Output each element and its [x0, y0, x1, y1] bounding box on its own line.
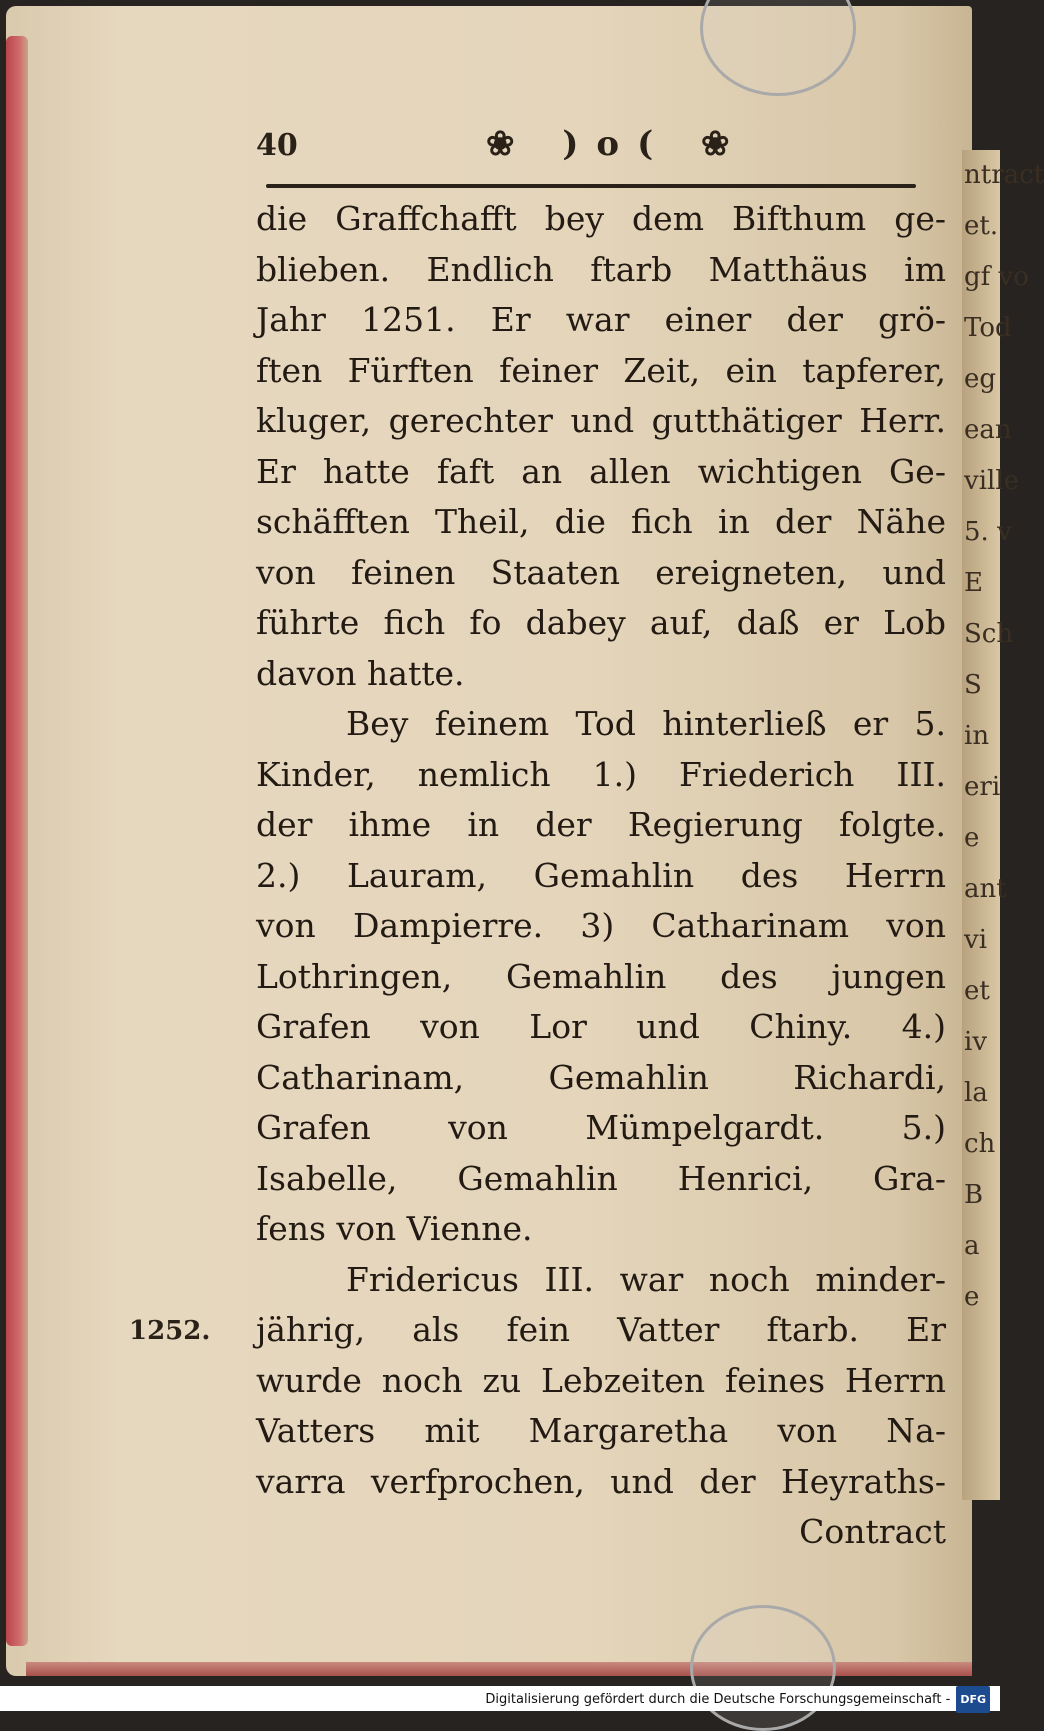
bottom-glass-clip [690, 1605, 836, 1731]
text-line: führte fich fo dabey auf, daß er Lob [256, 603, 946, 642]
book-page [6, 6, 972, 1676]
text-line: von Dampierre. 3) Catharinam von [256, 906, 946, 945]
next-page-fragment: Sch [964, 619, 1014, 649]
next-page-fragment: ean [964, 415, 1012, 445]
next-page-edge [962, 150, 1044, 1500]
header-ornament: ❀ )o( ❀ [486, 124, 748, 164]
next-page-fragment: et. [964, 211, 999, 241]
text-line: blieben. Endlich ftarb Matthäus im [256, 249, 946, 289]
text-line: 2.) Lauram, Gemahlin des Herrn [256, 855, 946, 895]
text-line: Grafen von Mümpelgardt. 5.) [256, 1108, 946, 1147]
next-page-fragment: la [964, 1078, 988, 1108]
margin-year-note: 1252. [129, 1316, 211, 1346]
text-line: wurde noch zu Lebzeiten feines Herrn [256, 1360, 946, 1400]
text-line: Fridericus III. war noch minder- [346, 1259, 946, 1299]
text-line: varra verfprochen, und der Heyraths- [256, 1461, 946, 1501]
next-page-fragment: e [964, 823, 980, 853]
text-line: die Graffchafft bey dem Bifthum ge- [256, 199, 946, 238]
next-page-fragment: vi [964, 925, 988, 955]
text-line: Jahr 1251. Er war einer der grö- [256, 300, 946, 339]
next-page-fragment: eri [964, 772, 1001, 802]
text-line: der ihme in der Regierung folgte. [256, 805, 946, 844]
text-line: kluger, gerechter und gutthätiger Herr. [256, 401, 946, 440]
text-line: Isabelle, Gemahlin Henrici, Gra- [256, 1158, 946, 1198]
next-page-fragment: ant [964, 874, 1007, 904]
text-line: Lothringen, Gemahlin des jungen [256, 956, 946, 996]
next-page-fragment: 5. v [964, 517, 1012, 547]
dfg-logo: DFG [956, 1686, 990, 1713]
text-line: ften Fürften feiner Zeit, ein tapferer, [256, 350, 946, 390]
text-line: von feinen Staaten ereigneten, und [256, 552, 946, 592]
text-line: Er hatte faft an allen wichtigen Ge- [256, 451, 946, 491]
text-line: davon hatte. [256, 653, 465, 693]
next-page-fragment: e [964, 1282, 980, 1312]
next-page-fragment: iv [964, 1027, 988, 1057]
next-page-fragment: Tod [964, 313, 1012, 343]
text-line: Bey feinem Tod hinterließ er 5. [346, 704, 946, 743]
page-number: 40 [256, 128, 298, 163]
digitization-footer [0, 1686, 1000, 1711]
next-page-fragment: S [964, 670, 982, 700]
text-line: jährig, als fein Vatter ftarb. Er [256, 1310, 946, 1349]
text-line: schäfften Theil, die fich in der Nähe [256, 502, 946, 541]
next-page-fragment: eg [964, 364, 997, 394]
next-page-fragment: in [964, 721, 990, 751]
text-line: Catharinam, Gemahlin Richardi, [256, 1057, 946, 1097]
text-line: fens von Vienne. [256, 1209, 533, 1248]
next-page-fragment: et [964, 976, 990, 1006]
next-page-fragment: gf vo [964, 262, 1029, 292]
text-line: Grafen von Lor und Chiny. 4.) [256, 1007, 946, 1046]
footer-credit: Digitalisierung gefördert durch die Deutsche Forschungsgemeinschaft - [485, 1692, 951, 1707]
next-page-fragment: ch [964, 1129, 996, 1159]
next-page-fragment: a [964, 1231, 980, 1261]
text-line: Kinder, nemlich 1.) Friederich III. [256, 754, 946, 794]
next-page-fragment: E [964, 568, 983, 598]
red-page-edge [6, 36, 28, 1646]
running-header [256, 124, 916, 184]
text-line: Vatters mit Margaretha von Na- [256, 1411, 946, 1450]
next-page-fragment: ville [964, 466, 1020, 496]
header-rule [266, 184, 916, 188]
body-text [256, 194, 946, 1558]
next-page-fragment: B [964, 1180, 984, 1210]
next-page-fragment: ntract [964, 160, 1044, 190]
catchword: Contract [799, 1512, 946, 1551]
